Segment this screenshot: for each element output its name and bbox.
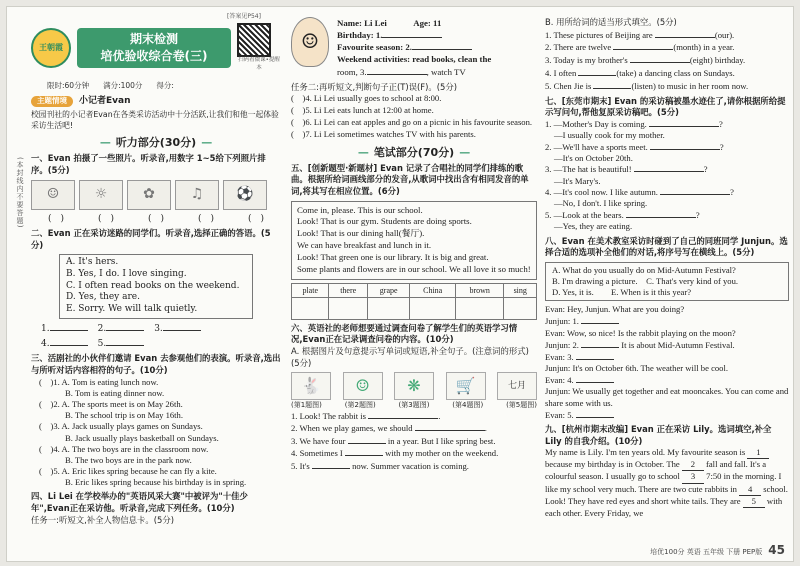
numbered-blank[interactable]: 3 — [682, 471, 704, 483]
answer-blank[interactable] — [649, 126, 719, 127]
numbered-blank[interactable]: 1 — [747, 447, 769, 459]
qr-code-icon[interactable] — [237, 23, 271, 57]
answer-blank[interactable] — [106, 337, 144, 346]
answer-blank[interactable] — [655, 29, 715, 38]
answer-blank[interactable] — [660, 194, 730, 195]
q6-part-a: A. 根据图片及句意提示写单词或短语,补全句子。(注意词的形式)(5分) — [291, 346, 529, 368]
q3-item: ( )2. A. The sports meet is on May 26th. B. The school trip is on May 16th. — [39, 398, 184, 421]
answer-cell[interactable] — [504, 297, 537, 319]
answer-blank[interactable] — [50, 337, 88, 346]
answer-cell[interactable] — [455, 297, 504, 319]
photo-icon: ♫ — [175, 180, 219, 210]
theme-name: 小记者Evan — [79, 96, 131, 107]
time-limit: 限时:60分钟 — [47, 81, 90, 90]
tf-item: ( )5. Li Lei eats lunch at 12:00 at home. — [291, 105, 434, 116]
q9-passage: My name is Lily. I'm ten years old. My favourite season is 1 because my birthday is in October. The 2 fall and fall. It's a colourful season. I usually go to school 3 7:50 in the morning. I like my school very much. There are two cute rabbits in 4 school. Look! They have red eyes and short white tails. They are 5 with each other. Every Friday, we — [545, 447, 788, 518]
page-number: 45 — [768, 543, 785, 557]
q3-items — [31, 377, 281, 489]
exam-title: 期末检测 — [129, 32, 178, 47]
answer-blank[interactable] — [578, 67, 616, 76]
answer-blank[interactable] — [650, 149, 720, 150]
boy-avatar-icon: ☺ — [291, 17, 329, 67]
q3-item: ( )3. A. Jack usually plays games on Sundays. B. Jack usually plays basketball on Sundays. — [39, 421, 219, 443]
option: A. It's hers. — [66, 257, 119, 268]
answer-blank[interactable] — [382, 29, 442, 38]
answer-blank[interactable] — [581, 339, 619, 348]
q4-title: 四、Li Lei 在学校举办的"英语风采大赛"中被评为"十佳少年",Evan正在采访他。听录音,完成下列任务。(10分) — [31, 491, 248, 513]
profile-card: ☺ Name: Li Lei Age: 11 Birthday: 1. Favourite season: 2. Weekend activities: read books, clean the room, 3. , watch TV — [291, 17, 537, 78]
photo-icon: ☺ — [31, 180, 75, 210]
answer-blank[interactable] — [630, 54, 690, 63]
exam-subtitle: 培优验收综合卷(三) — [100, 49, 208, 63]
q1-photos — [31, 180, 281, 210]
word-cell: there — [329, 283, 367, 297]
q3-title: 三、活剧社的小伙伴们邀请 Evan 去参观他们的表演。听录音,选出与所听对话内容相符的句子。(10分) — [31, 353, 281, 376]
listening-section-title: — 听力部分(30分) — — [31, 135, 281, 150]
brand-logo: 王朝霞 — [31, 28, 71, 68]
answer-blank[interactable] — [613, 41, 673, 50]
header-banner — [31, 17, 281, 79]
word-cell: grape — [367, 283, 409, 297]
q1-answer-slots — [31, 213, 281, 225]
word-cell: China — [410, 283, 456, 297]
option: D. Yes, they are. — [66, 292, 140, 303]
answer-blank[interactable] — [50, 322, 88, 331]
option: C. I often read books on the weekend. — [66, 280, 240, 291]
written-section-title: — 笔试部分(70分) — — [291, 145, 537, 160]
q6-captions: (第1题图) (第2题图) (第3题图) (第4题图) (第5题图) — [291, 401, 537, 410]
partB-title: B. 用所给词的适当形式填空。(5分) — [545, 17, 677, 27]
q4-task1: 任务一:听短文,补全人物信息卡。(5分) — [31, 514, 174, 525]
seasons-icon: ❋ — [394, 372, 434, 400]
q2-answer-blanks-2: 4. 5. — [41, 337, 281, 350]
answer-blank[interactable] — [163, 322, 201, 331]
profile-name: Name: Li Lei — [337, 18, 387, 28]
answer-blank[interactable] — [106, 322, 144, 331]
answer-paren[interactable]: ( ) — [147, 213, 165, 224]
photo-icon: ⚽ — [223, 180, 267, 210]
answer-cell[interactable] — [367, 297, 409, 319]
answer-blank[interactable] — [415, 430, 485, 431]
answer-blank[interactable] — [581, 315, 619, 324]
column-middle — [291, 17, 537, 473]
q8-dialog: Evan: Hey, Junjun. What are you doing? Junjun: 1. Evan: Wow, so nice! Is the rabbit playing on the moon? Junjun: 2. It is about Mid-Autumn Festival. Evan: 3. Junjun: It's on October 6th. The weather will be cool. Evan: 4. Junjun: We usually get together and eat mooncakes. You can come and share some with us. Evan: 5. — [545, 304, 789, 420]
exam-meta — [47, 81, 281, 91]
q9-title: 九、[杭州市期末改编] Evan 正在采访 Lily。选词填空,补全 Lily 的自我介绍。(10分) — [545, 423, 772, 446]
q3-item: ( )1. A. Tom is eating lunch now. B. Tom is eating dinner now. — [39, 376, 165, 398]
answer-blank[interactable] — [348, 435, 386, 444]
q1-title: 一、Evan 拍摄了一些照片。听录音,用数字 1~5给下列照片排序。(5分) — [31, 153, 266, 176]
answer-blank[interactable] — [412, 41, 472, 50]
binding-margin-note: (本封线内不要答题) — [16, 157, 24, 229]
worksheet-page — [6, 6, 794, 562]
answer-blank[interactable] — [576, 374, 614, 383]
profile-birthday: Birthday: 1. — [337, 30, 383, 41]
numbered-blank[interactable]: 2 — [682, 459, 704, 471]
shopping-cart-icon: 🛒 — [446, 372, 486, 400]
answer-blank[interactable] — [626, 217, 696, 218]
answer-blank[interactable] — [312, 460, 350, 469]
answer-blank[interactable] — [593, 80, 631, 89]
q6-title: 六、英语社的老师想要通过调查问卷了解学生们的英语学习情况,Evan正在记录调查问卷的内容。(10分) — [291, 322, 518, 345]
q2-title: 二、Evan 正在采访迷路的同学们。听录音,选择正确的答语。(5分) — [31, 228, 271, 250]
quiet-icon: ☺ — [343, 372, 383, 400]
photo-icon: ☼ — [79, 180, 123, 210]
q6-pictures — [291, 372, 537, 400]
q7-title: 七、[东莞市期末] Evan 的采访稿被墨水迹住了,请你根据所给提示写问句,帮他复原采访稿吧。(5分) — [545, 95, 786, 118]
answer-cell[interactable] — [292, 297, 329, 319]
answer-paren[interactable]: ( ) — [47, 213, 65, 224]
task2-title: 任务二:再听短文,判断句子正(T)误(F)。(5分) — [291, 81, 457, 92]
profile-season: Favourite season: 2. — [337, 42, 413, 53]
tf-item: ( )6. Li Lei can eat apples and go on a picnic in his favourite season. — [291, 116, 533, 127]
option: E. Sorry. We will talk quietly. — [66, 303, 198, 314]
answer-paren[interactable]: ( ) — [247, 213, 265, 224]
answer-blank[interactable] — [634, 171, 704, 172]
rabbit-icon: 🐇 — [291, 372, 331, 400]
answer-paren[interactable]: ( ) — [97, 213, 115, 224]
score-field: 得分: — [156, 81, 174, 90]
q3-item: ( )5. A. Eric likes spring because he can fly a kite. B. Eric likes spring because his birthday is in spring. — [39, 466, 247, 488]
qr-caption: 扫码看微课•提醒本 — [238, 57, 280, 71]
word-cell: sing — [504, 283, 537, 297]
q2-answer-blanks: 1. 2. 3. — [41, 322, 281, 335]
theme-label: 主题情境 — [31, 96, 73, 106]
footer-text: 培优100分 英语 五年级 下册 PEP版 — [650, 548, 763, 556]
answer-blank[interactable] — [576, 409, 614, 418]
q8-options: A. What do you usually do on Mid-Autumn Festival? B. I'm drawing a picture. C. That's very kind of you. D. Yes, it is. E. When is it this year? — [545, 262, 789, 302]
word-cell: plate — [292, 283, 329, 297]
word-cell: brown — [455, 283, 504, 297]
numbered-blank[interactable]: 5 — [743, 496, 765, 508]
column-right — [545, 17, 789, 519]
full-score: 满分:100分 — [103, 81, 143, 90]
answer-paren[interactable]: ( ) — [197, 213, 215, 224]
intro-text: 校园刊社的小记者Evan在各类采访活动中十分活跃,让我们和他一起体验采访生活吧! — [31, 109, 279, 130]
q5-title: 五、[创新题型·新题材] Evan 记录了合唱社的同学们排练的歌曲。根据所给词画线部分的发音,从歌词中找出含有相同发音的单词,将其写在相应位置。(6分) — [291, 162, 529, 197]
answer-cell[interactable] — [410, 297, 456, 319]
column-left — [31, 13, 281, 526]
profile-weekend: Weekend activities: read books, clean the — [337, 54, 492, 65]
partB-items: 1. These pictures of Beijing are (our). 2. There are twelve (month) in a year. 3. Today is my brother's (eight) birthday. 4. I often (take) a dancing class on Sundays. 5. Chen Jie is (listen) to music in her room now. — [545, 29, 749, 92]
q5-lyrics: Come in, please. This is our school. Look! That is our gym. Students are doing sports. Look! That is our dining hall(餐厅). We can have breakfast and lunch in it. Look! That green one is our library. It is big and great. Some plants and flowers are in our school. We all love it so much! — [291, 201, 537, 280]
q8-title: 八、Evan 在美术教室采访时碰到了自己的同班同学 Junjun。选择合适的选项补全他们的对话,将序号写在横线上。(5分) — [545, 235, 788, 258]
task2-items — [291, 93, 537, 140]
q5-word-table — [291, 283, 537, 320]
tf-item: ( )7. Li Lei sometimes watches TV with his parents. — [291, 128, 476, 139]
title-box — [77, 28, 231, 67]
calendar-icon: 七月 — [497, 372, 537, 400]
photo-icon: ✿ — [127, 180, 171, 210]
answer-blank[interactable] — [576, 351, 614, 360]
answer-blank[interactable] — [345, 447, 383, 456]
answer-blank[interactable] — [368, 418, 438, 419]
q6-items: 1. Look! The rabbit is . 2. When we play games, we should . 3. We have four in a year. But I like spring best. 4. Sometimes I with my mother on the weekend. 5. It's now. Summer vacation is coming. — [291, 410, 499, 472]
page-footer — [650, 543, 785, 557]
option: B. Yes, I do. I love singing. — [66, 268, 187, 279]
theme-line — [31, 95, 281, 107]
answer-cell[interactable] — [329, 297, 367, 319]
q7-lines: 1. —Mother's Day is coming. ? —I usually cook for my mother. 2. —We'll have a sports meet. ? —It's on October 20th. 3. —The hat is beautiful! ? —It's Mary's. 4. —It's cool now. I like autumn. ? —No, I don't. I like spring. 5. —Look at the bears. ? —Yes, they are eating. — [545, 119, 734, 232]
profile-age: Age: 11 — [413, 18, 442, 28]
q3-item: ( )4. A. The two boys are in the classroom now. B. The two boys are in the park now. — [39, 443, 209, 465]
answer-blank[interactable] — [367, 66, 427, 75]
q2-options — [59, 254, 253, 318]
tf-item: ( )4. Li Lei usually goes to school at 8:00. — [291, 93, 442, 104]
numbered-blank[interactable]: 4 — [739, 484, 761, 496]
answer-reference: [答案见P54] — [227, 13, 261, 20]
